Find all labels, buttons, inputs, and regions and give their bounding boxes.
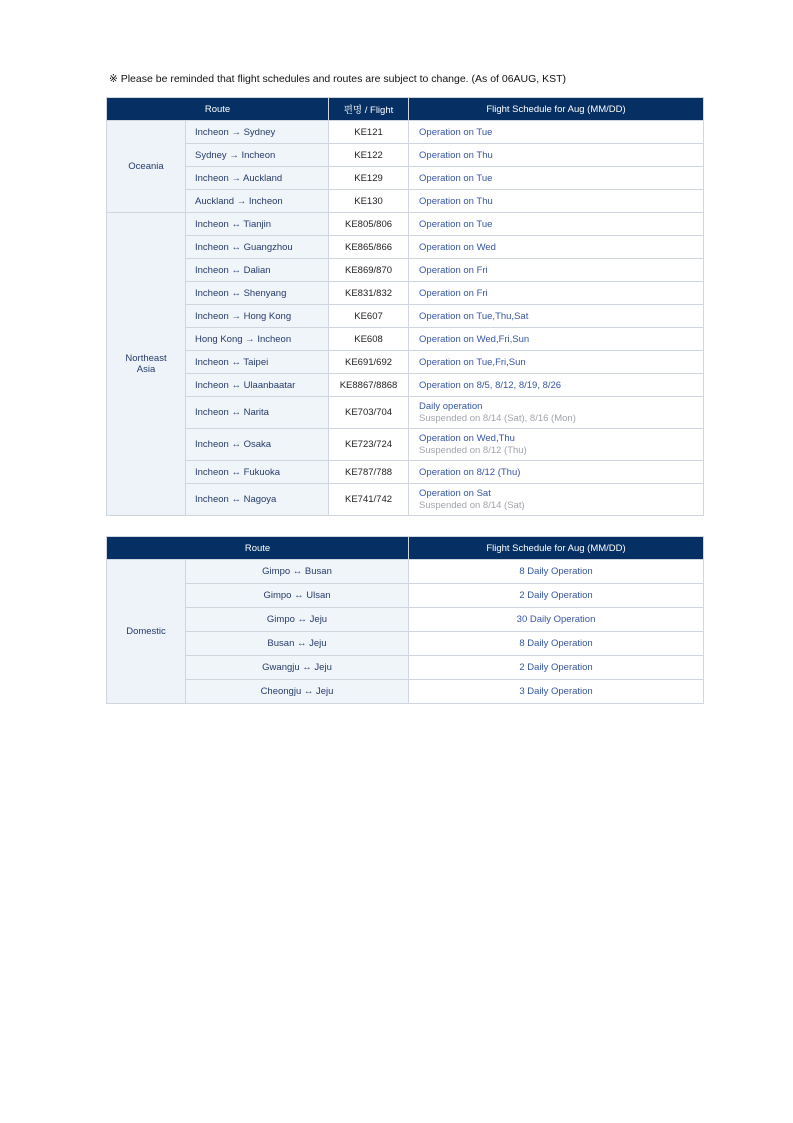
schedule-cell (409, 484, 704, 516)
table-row (107, 560, 704, 584)
route-cell: Incheon ↔ Taipei (186, 351, 329, 374)
region-name-line2: Asia (136, 364, 156, 375)
route-cell: Gimpo ↔ Busan (186, 560, 409, 584)
schedule-header: Flight Schedule for Aug (MM/DD) (409, 537, 704, 560)
schedule-cell (409, 429, 704, 461)
route-cell: Incheon ↔ Ulaanbaatar (186, 374, 329, 397)
route-cell: Incheon ↔ Shenyang (186, 282, 329, 305)
route-cell: Gwangju ↔ Jeju (186, 656, 409, 680)
route-cell: Gimpo ↔ Jeju (186, 608, 409, 632)
table-row (107, 328, 704, 351)
route-cell: Cheongju ↔ Jeju (186, 680, 409, 704)
table-row (107, 397, 704, 429)
route-cell: Incheon → Hong Kong (186, 305, 329, 328)
flight-cell: KE723/724 (329, 429, 409, 461)
flight-cell: KE122 (329, 144, 409, 167)
route-cell: Auckland → Incheon (186, 190, 329, 213)
schedule-cell: Operation on Tue,Fri,Sun (409, 351, 704, 374)
route-header: Route (107, 537, 409, 560)
route-cell: Hong Kong → Incheon (186, 328, 329, 351)
route-header: Route (107, 98, 329, 121)
schedule-cell: Operation on 8/5, 8/12, 8/19, 8/26 (409, 374, 704, 397)
table-row (107, 608, 704, 632)
schedule-cell: Operation on Thu (409, 144, 704, 167)
table-row (107, 584, 704, 608)
schedule-text: Daily operation (419, 401, 483, 412)
flight-cell: KE831/832 (329, 282, 409, 305)
table-row (107, 461, 704, 484)
flight-cell: KE8867/8868 (329, 374, 409, 397)
flight-cell: KE608 (329, 328, 409, 351)
table-row (107, 429, 704, 461)
schedule-cell: Operation on Tue,Thu,Sat (409, 305, 704, 328)
table-row (107, 167, 704, 190)
flight-cell: KE865/866 (329, 236, 409, 259)
schedule-cell: Operation on 8/12 (Thu) (409, 461, 704, 484)
region-domestic: Domestic (107, 560, 186, 704)
table-row (107, 144, 704, 167)
flight-cell: KE869/870 (329, 259, 409, 282)
schedule-cell: 2 Daily Operation (409, 656, 704, 680)
schedule-cell: 2 Daily Operation (409, 584, 704, 608)
flight-cell: KE741/742 (329, 484, 409, 516)
region-northeast-asia (107, 213, 186, 516)
schedule-cell: Operation on Tue (409, 121, 704, 144)
route-cell: Incheon ↔ Osaka (186, 429, 329, 461)
table-row (107, 680, 704, 704)
table-row (107, 484, 704, 516)
table-row (107, 305, 704, 328)
route-cell: Incheon ↔ Nagoya (186, 484, 329, 516)
schedule-text: Operation on Wed,Thu (419, 433, 515, 444)
route-cell: Sydney → Incheon (186, 144, 329, 167)
schedule-cell: Operation on Tue (409, 167, 704, 190)
flight-cell: KE805/806 (329, 213, 409, 236)
suspension-note: Suspended on 8/12 (Thu) (419, 445, 527, 456)
schedule-cell: 8 Daily Operation (409, 560, 704, 584)
flight-cell: KE129 (329, 167, 409, 190)
domestic-schedule-table (106, 536, 704, 704)
schedule-cell: Operation on Thu (409, 190, 704, 213)
table-row (107, 236, 704, 259)
schedule-cell: Operation on Fri (409, 259, 704, 282)
table-row (107, 374, 704, 397)
region-name-line1: Northeast (125, 353, 167, 364)
route-cell: Incheon → Auckland (186, 167, 329, 190)
route-cell: Gimpo ↔ Ulsan (186, 584, 409, 608)
schedule-cell: Operation on Fri (409, 282, 704, 305)
table-row (107, 121, 704, 144)
table-row (107, 632, 704, 656)
table-row (107, 351, 704, 374)
schedule-cell: Operation on Wed (409, 236, 704, 259)
schedule-cell: 8 Daily Operation (409, 632, 704, 656)
table-row (107, 656, 704, 680)
route-cell: Incheon ↔ Dalian (186, 259, 329, 282)
schedule-cell (409, 397, 704, 429)
schedule-cell: 3 Daily Operation (409, 680, 704, 704)
schedule-cell: Operation on Wed,Fri,Sun (409, 328, 704, 351)
route-cell: Incheon → Sydney (186, 121, 329, 144)
table-header-row (107, 537, 704, 560)
table-row (107, 282, 704, 305)
table-row (107, 190, 704, 213)
flight-cell: KE130 (329, 190, 409, 213)
flight-cell: KE691/692 (329, 351, 409, 374)
suspension-note: Suspended on 8/14 (Sat), 8/16 (Mon) (419, 413, 576, 424)
schedule-cell: Operation on Tue (409, 213, 704, 236)
region-oceania: Oceania (107, 121, 186, 213)
route-cell: Incheon ↔ Narita (186, 397, 329, 429)
suspension-note: Suspended on 8/14 (Sat) (419, 500, 525, 511)
flight-cell: KE121 (329, 121, 409, 144)
flight-cell: KE607 (329, 305, 409, 328)
schedule-change-notice: ※ Please be reminded that flight schedules and routes are subject to change. (As of 06AUG, KST) (109, 73, 567, 85)
schedule-header: Flight Schedule for Aug (MM/DD) (409, 98, 704, 121)
international-schedule-table (106, 97, 704, 516)
flight-cell: KE787/788 (329, 461, 409, 484)
schedule-text: Operation on Sat (419, 488, 491, 499)
schedule-cell: 30 Daily Operation (409, 608, 704, 632)
route-cell: Busan ↔ Jeju (186, 632, 409, 656)
table-header-row (107, 98, 704, 121)
route-cell: Incheon ↔ Fukuoka (186, 461, 329, 484)
flight-header: 편명 / Flight (329, 98, 409, 121)
route-cell: Incheon ↔ Guangzhou (186, 236, 329, 259)
table-row (107, 213, 704, 236)
route-cell: Incheon ↔ Tianjin (186, 213, 329, 236)
table-row (107, 259, 704, 282)
flight-cell: KE703/704 (329, 397, 409, 429)
